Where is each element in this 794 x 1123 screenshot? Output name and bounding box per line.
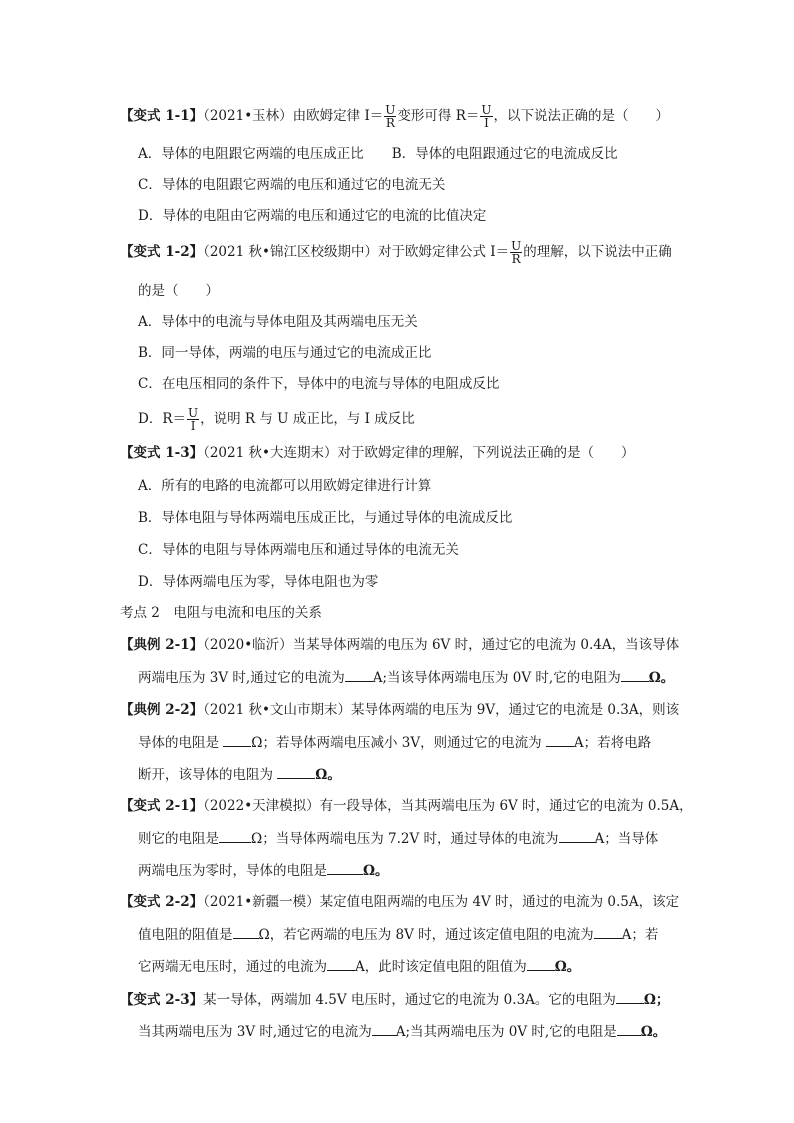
question-text: 有一段导体，当其两端电压为 6V 时，通过它的电流为 0.5A， [319, 798, 693, 814]
question-continuation: 值电阻的阻值是 Ω，若它两端的电压为 8V 时，通过该定值电阻的电流为 A；若 [138, 924, 658, 945]
option-b: B．导体电阻与导体两端电压成正比，与通过导体的电流成反比 [138, 510, 513, 526]
question-d2-2 [120, 700, 679, 720]
answer-blank[interactable] [527, 956, 555, 971]
question-text: 变形可得 R＝ [397, 108, 480, 124]
answer-blank[interactable] [233, 924, 259, 939]
question-tag: 【变式 1-2】 [120, 244, 204, 260]
fraction: $\frac{U}{I}$ [481, 103, 492, 130]
option-d: D．导体两端电压为零，导体电阻也为零 [138, 574, 379, 590]
question-tag: 【变式 1-3】 [120, 445, 204, 461]
question-continuation: 断开，该导体的电阻为 Ω。 [138, 764, 341, 785]
answer-blank[interactable] [277, 764, 315, 779]
option-d: D．导体的电阻由它两端的电压和通过它的电流的比值决定 [138, 208, 487, 224]
option-a: A．所有的电路的电流都可以用欧姆定律进行计算 [138, 478, 432, 494]
question-text: 由欧姆定律 I＝ [292, 108, 384, 124]
question-text: 某一导体，两端加 4.5V 电压时，通过它的电流为 0.3A。它的电阻为 [203, 992, 616, 1008]
option-c: C．导体的电阻与导体两端电压和通过导体的电流无关 [138, 542, 459, 558]
answer-blank[interactable] [327, 860, 363, 875]
question-source: （2021 秋•锦江区校级期中） [203, 244, 378, 260]
answer-blank[interactable] [594, 924, 622, 939]
answer-blank[interactable] [621, 667, 649, 682]
question-v2-1 [120, 796, 693, 816]
question-v1-1 [120, 104, 669, 129]
question-v1-3 [120, 443, 634, 463]
question-v2-2 [120, 892, 679, 912]
question-tag: 【变式 2-3】 [120, 992, 204, 1008]
answer-blank[interactable] [616, 989, 644, 1004]
option-b: B．导体的电阻跟通过它的电流成反比 [391, 146, 618, 162]
fraction: $\frac{U}{I}$ [188, 406, 199, 433]
question-v1-2 [120, 240, 672, 265]
question-tag: 【变式 2-2】 [120, 894, 204, 910]
question-continuation: 两端电压为零时，导体的电阻是 Ω。 [138, 860, 389, 881]
question-d2-1 [120, 635, 679, 655]
question-source: （2020•临沂） [203, 637, 293, 653]
option-a: A．导体中的电流与导体电阻及其两端电压无关 [138, 314, 418, 330]
option-a: A．导体的电阻跟它两端的电压成正比 [138, 146, 364, 162]
answer-blank[interactable] [546, 732, 574, 747]
answer-blank[interactable] [223, 732, 251, 747]
question-source: （2021•新疆一模） [203, 894, 320, 910]
question-source: （2022•天津模拟） [203, 798, 320, 814]
answer-blank[interactable] [559, 828, 595, 843]
section-heading: 考点 2 电阻与电流和电压的关系 [120, 605, 322, 621]
question-text: 某导体两端的电压为 9V，通过它的电流是 0.3A，则该 [350, 702, 680, 718]
answer-blank[interactable] [345, 667, 373, 682]
fraction: $\frac{U}{R}$ [511, 239, 522, 266]
option-b: B．同一导体，两端的电压与通过它的电流成正比 [138, 345, 432, 361]
question-continuation: 则它的电阻是 Ω；当导体两端电压为 7.2V 时，通过导体的电流为 A；当导体 [138, 828, 658, 849]
question-text: 的理解，以下说法中正确 [523, 244, 672, 260]
question-text: ，以下说法正确的是（ ） [493, 108, 670, 124]
question-continuation: 导体的电阻是 Ω；若导体两端电压减小 3V，则通过它的电流为 A；若将电路 [138, 732, 651, 753]
question-continuation: 当其两端电压为 3V 时,通过它的电流为 A;当其两端电压为 0V 时,它的电阻是 Ω。 [138, 1021, 666, 1042]
question-continuation: 的是（ ） [138, 283, 219, 299]
question-tag: 【典例 2-2】 [120, 702, 204, 718]
fraction: $\frac{U}{R}$ [385, 103, 396, 130]
question-source: （2021 秋•大连期末） [203, 445, 338, 461]
question-tag: 【典例 2-1】 [120, 637, 204, 653]
answer-blank[interactable] [327, 956, 355, 971]
question-tag: 【变式 1-1】 [120, 108, 204, 124]
option-row [138, 144, 618, 164]
option-c: C．导体的电阻跟它两端的电压和通过它的电流无关 [138, 177, 446, 193]
question-v2-3: 【变式 2-3】某一导体，两端加 4.5V 电压时，通过它的电流为 0.3A。它的电阻为 Ω； [120, 989, 669, 1010]
option-d: D．R＝ $\frac{U}{I}$ ，说明 R 与 U 成正比，与 I 成反比 [138, 406, 415, 433]
answer-blank[interactable] [617, 1021, 641, 1036]
question-text: 某定值电阻两端的电压为 4V 时，通过的电流为 0.5A，该定 [319, 894, 680, 910]
question-tag: 【变式 2-1】 [120, 798, 204, 814]
question-text: 对于欧姆定律公式 I＝ [377, 244, 510, 260]
question-source: （2021 秋•文山市期末） [203, 702, 351, 718]
question-continuation: 两端电压为 3V 时,通过它的电流为 A;当该导体两端电压为 0V 时,它的电阻为 Ω。 [138, 667, 674, 688]
option-c: C．在电压相同的条件下，导体中的电流与导体的电阻成反比 [138, 376, 500, 392]
question-text: 当某导体两端的电压为 6V 时，通过它的电流为 0.4A，当该导体 [292, 637, 680, 653]
question-source: （2021•玉林） [203, 108, 293, 124]
answer-blank[interactable] [372, 1021, 396, 1036]
question-continuation: 它两端无电压时，通过的电流为 A，此时该定值电阻的阻值为 Ω。 [138, 956, 580, 977]
question-text: 对于欧姆定律的理解，下列说法正确的是（ ） [337, 445, 635, 461]
answer-blank[interactable] [219, 828, 251, 843]
